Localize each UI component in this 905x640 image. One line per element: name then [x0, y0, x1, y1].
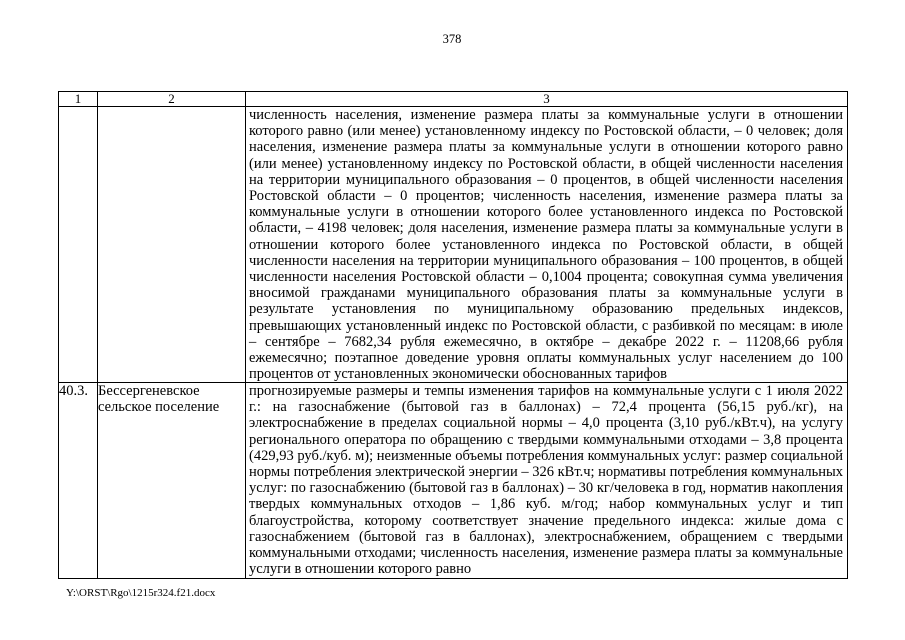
page-number: 378 [442, 32, 462, 46]
description-cell [246, 107, 848, 383]
row-number-cell [59, 107, 98, 383]
description-cell [246, 383, 848, 579]
column-header-2: 2 [98, 92, 246, 107]
table-header-row [59, 92, 848, 107]
row-number-cell: 40.3. [59, 383, 98, 579]
settlement-name-cell: Бессергеневское сельское поселение [98, 383, 246, 579]
description-text: численность населения, изменение размера платы за коммунальные услуги в отношении которого равно (или менее) установленному индексу по Ростовской области, – 0 человек; доля населения, изменение размера платы за коммунальные услуги в отношении которого равно (или менее) установленному индексу по Ростовской области, в общей численности населения на территории муниципального образования – 0 процентов, в общей численности населения Ростовской области – 0 процентов; численность населения, изменение размера платы за коммунальные услуги в отношении которого более установленного индекса по Ростовской области, – 4198 человек; доля населения, изменение размера платы за коммунальные услуги в отношении которого более установленного индекса по Ростовской области, в общей численности населения на территории муниципального образования – 100 процентов, в общей численности населения Ростовской области – 0,1004 процента; совокупная сумма увеличения вносимой гражданами муниципального образования платы за коммунальные услуги в результате установления по муниципальному образованию предельных индексов, превышающих установленный индекс по Ростовской области, с разбивкой по месяцам: в июле – сентябре – 7682,34 рубля ежемесячно, в октябре – декабре 2022 г. – 11208,66 рубля ежемесячно; поэтапное доведение уровня оплаты коммунальных услуг населением до 100 процентов от установленных экономически обоснованных тарифов [249, 107, 843, 382]
column-header-3: 3 [246, 92, 848, 107]
file-path: Y:\ORST\Rgo\1215r324.f21.docx [66, 587, 216, 599]
settlement-name-cell [98, 107, 246, 383]
table-row-40-3 [59, 383, 848, 579]
table-row-continuation [59, 107, 848, 383]
column-header-1: 1 [59, 92, 98, 107]
document-table [58, 91, 848, 579]
description-text: прогнозируемые размеры и темпы изменения тарифов на коммунальные услуги с 1 июля 2022 г.: на газоснабжение (бытовой газ в баллонах) – 72,4 процента (56,15 руб./кг), на электроснабжение в пределах социальной нормы – 4,0 процента (3,10 руб./кВт.ч), на услугу регионального оператора по обращению с твердыми коммунальными отходами – 3,8 процента (429,93 руб./куб. м); неизменные объемы потребления коммунальных услуг: размер социальной нормы потребления электрической энергии – 326 кВт.ч; нормативы потребления коммунальных услуг: по газоснабжению (бытовой газ в баллонах) – 30 кг/человека в год, норматив накопления твердых коммунальных отходов – 1,86 куб. м/год; набор коммунальных услуг и тип благоустройства, которому соответствует значение предельного индекса: жилые дома с газоснабжением (бытовой газ в баллонах), электроснабжением, обращением с твердыми коммунальными отходами; численность населения, изменение размера платы за коммунальные услуги в отношении которого равно [249, 383, 843, 578]
